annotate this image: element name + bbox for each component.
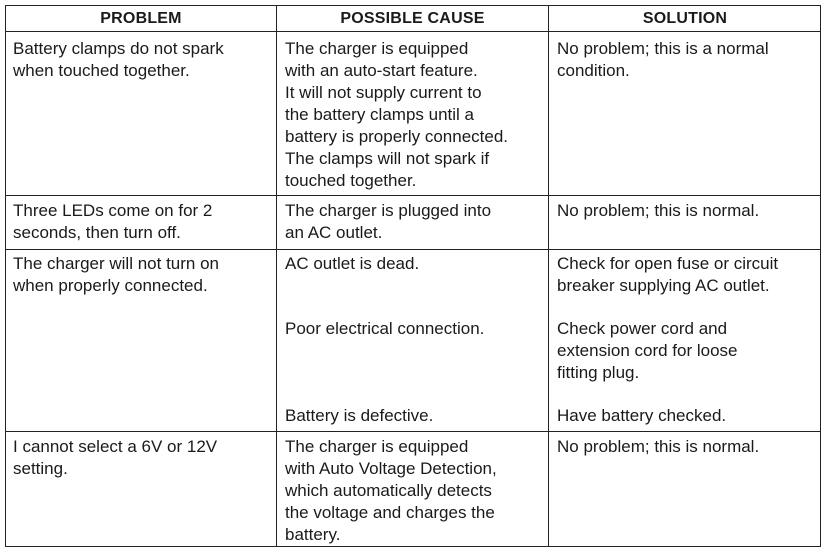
- row-2-problem: Three LEDs come on for 2 seconds, then turn off.: [13, 201, 213, 242]
- row-3-cause-1: AC outlet is dead.: [285, 254, 420, 273]
- row-1-solution: No problem; this is a normal condition.: [557, 39, 769, 80]
- column-divider: [276, 6, 277, 546]
- header-solution: SOLUTION: [642, 10, 728, 27]
- row-3-solution-3: Have battery checked.: [557, 406, 727, 425]
- column-divider: [548, 6, 549, 546]
- row-divider: [6, 249, 820, 250]
- row-divider: [6, 431, 820, 432]
- row-2-solution: No problem; this is normal.: [557, 201, 760, 220]
- row-1-problem: Battery clamps do not spark when touched together.: [13, 39, 224, 80]
- row-4-problem: I cannot select a 6V or 12V setting.: [13, 437, 218, 478]
- row-2-cause: The charger is plugged into an AC outlet.: [285, 201, 492, 242]
- header-divider: [6, 31, 820, 32]
- row-3-problem: The charger will not turn on when properly connected.: [13, 254, 219, 295]
- row-3-solution-1: Check for open fuse or circuit breaker supplying AC outlet.: [557, 254, 779, 295]
- troubleshooting-table: [5, 5, 821, 547]
- row-divider: [6, 195, 820, 196]
- row-1-cause: The charger is equipped with an auto-start feature. It will not supply current to the battery clamps until a battery is properly connected. The clamps will not spark if touched together.: [285, 39, 509, 190]
- row-4-solution: No problem; this is normal.: [557, 437, 760, 456]
- row-3-cause-2: Poor electrical connection.: [285, 319, 485, 338]
- header-problem: PROBLEM: [100, 10, 182, 27]
- row-3-cause-3: Battery is defective.: [285, 406, 434, 425]
- row-4-cause: The charger is equipped with Auto Voltage Detection, which automatically detects the voltage and charges the battery.: [285, 437, 497, 544]
- row-3-solution-2: Check power cord and extension cord for loose fitting plug.: [557, 319, 738, 382]
- header-possible-cause: POSSIBLE CAUSE: [340, 10, 485, 27]
